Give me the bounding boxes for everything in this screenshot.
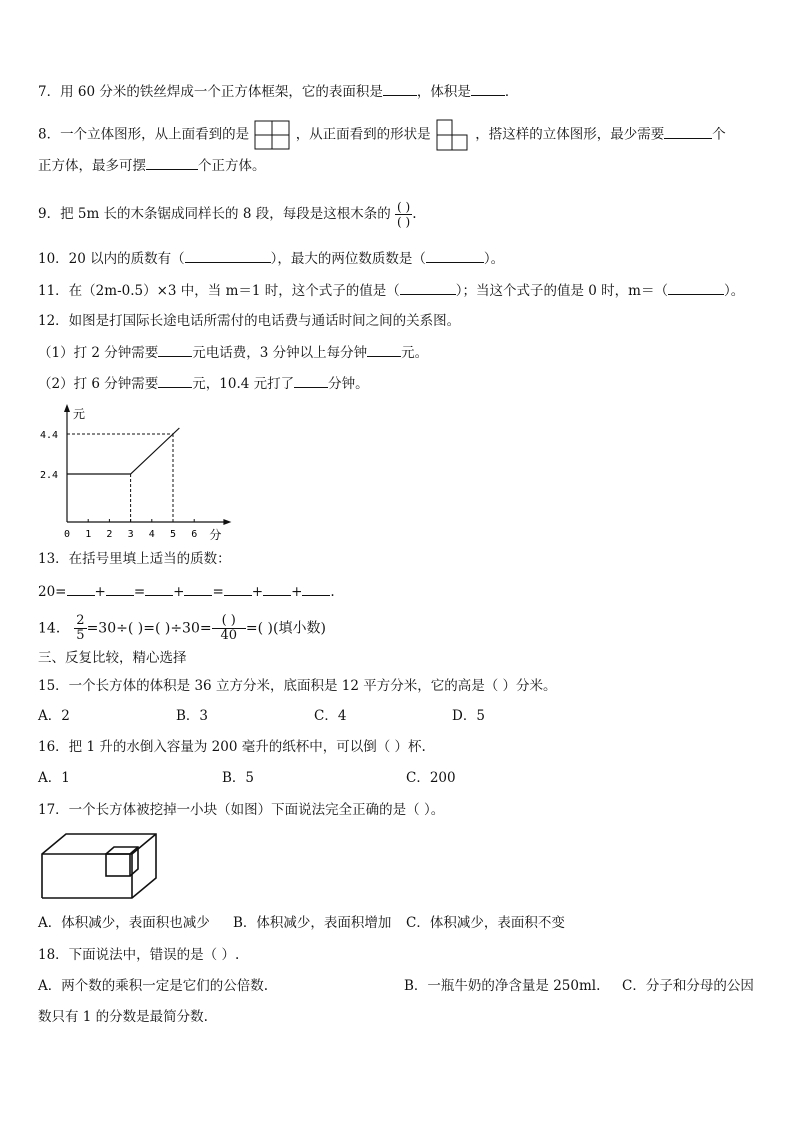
- option-a[interactable]: A．1: [38, 770, 70, 786]
- question-12-part-1: （1）打 2 分钟需要 元电话费，3 分钟以上每分钟 元。: [38, 345, 429, 361]
- option-a[interactable]: A．两个数的乘积一定是它们的公倍数.: [38, 978, 269, 994]
- option-c[interactable]: C．200: [406, 770, 456, 786]
- series-line: [67, 428, 179, 474]
- blank[interactable]: [158, 374, 192, 388]
- question-8-cont: 正方体，最多可摆 个正方体。: [38, 158, 266, 174]
- blank[interactable]: [426, 249, 484, 263]
- question-14: 14． $\frac{2}{5}$ =30÷( )=( )÷30= ( ) 40 =( )(填小数): [38, 613, 326, 643]
- option-c-cont: 数只有 1 的分数是最简分数.: [38, 1009, 208, 1025]
- blank[interactable]: [263, 582, 291, 596]
- blank[interactable]: [224, 582, 252, 596]
- question-10: 10．20 以内的质数有（ ），最大的两位数质数是（ ）。: [38, 251, 505, 267]
- question-15: 15．一个长方体的体积是 36 立方分米，底面积是 12 平方分米，它的高是（ ）分米。: [38, 678, 557, 694]
- y-tick-label: 2.4: [40, 470, 59, 481]
- question-13-equation: 20= + = + = + + .: [38, 584, 335, 600]
- y-tick-label: 4.4: [40, 430, 59, 441]
- y-axis-arrow: [64, 404, 70, 412]
- option-d[interactable]: D．5: [452, 708, 485, 724]
- blank[interactable]: [471, 82, 505, 96]
- question-16: 16．把 1 升的水倒入容量为 200 毫升的纸杯中，可以倒（ ）杯.: [38, 739, 426, 755]
- option-b[interactable]: B．体积减少，表面积增加: [233, 915, 392, 931]
- blank[interactable]: [145, 582, 173, 596]
- blank[interactable]: [302, 582, 330, 596]
- question-12: 12．如图是打国际长途电话所需付的电话费与通话时间之间的关系图。: [38, 313, 461, 329]
- x-tick-label: 1: [85, 529, 92, 540]
- option-b[interactable]: B．5: [222, 770, 255, 786]
- x-tick-label: 5: [170, 529, 177, 540]
- blank[interactable]: [668, 281, 724, 295]
- blank[interactable]: [400, 281, 456, 295]
- option-b[interactable]: B．一瓶牛奶的净含量是 250ml.: [404, 978, 601, 994]
- blank[interactable]: [67, 582, 95, 596]
- blank[interactable]: [184, 582, 212, 596]
- blank[interactable]: [664, 125, 712, 139]
- top-view-figure: [253, 119, 291, 151]
- cuboid-figure: [40, 830, 160, 902]
- x-tick-label: 0: [64, 529, 71, 540]
- phone-cost-chart: [30, 400, 240, 545]
- blank[interactable]: [106, 582, 134, 596]
- x-tick-label: 3: [127, 529, 134, 540]
- fraction: ( ) 40: [212, 614, 246, 643]
- blank[interactable]: [158, 343, 192, 357]
- option-a[interactable]: A．体积减少，表面积也减少: [38, 915, 210, 931]
- option-c[interactable]: C．体积减少，表面积不变: [406, 915, 565, 931]
- fraction: ( ) ( ): [397, 200, 411, 229]
- question-7: 7．用 60 分米的铁丝焊成一个正方体框架，它的表面积是 ，体积是 ．: [38, 84, 519, 100]
- x-tick-label: 6: [191, 529, 198, 540]
- option-b[interactable]: B．3: [176, 708, 209, 724]
- x-axis-arrow: [223, 519, 231, 525]
- fraction: $\frac{2}{5}$: [76, 613, 85, 643]
- question-11: 11．在（2m-0.5）×3 中，当 m＝1 时，这个式子的值是（ ）；当这个式子的值是 0 时，m＝（ ）。: [38, 283, 745, 299]
- x-tick-label: 4: [148, 529, 155, 540]
- question-8: 8．一个立体图形，从上面看到的是 ，从正面看到的形状是 ，搭这样的立体图形，最少需要 个: [38, 118, 726, 152]
- x-tick-label: 2: [106, 529, 113, 540]
- blank[interactable]: [367, 343, 401, 357]
- option-c[interactable]: C．4: [314, 708, 347, 724]
- question-18: 18．下面说法中，错误的是（ ）.: [38, 947, 240, 963]
- question-9: 9．把 5m 长的木条锯成同样长的 8 段，每段是这根木条的 ( ) ( ) .: [38, 200, 417, 229]
- x-axis-label: 分: [209, 528, 222, 542]
- y-axis-label: 元: [73, 407, 86, 421]
- front-view-figure: [435, 118, 471, 152]
- blank[interactable]: [146, 156, 198, 170]
- blank[interactable]: [294, 374, 328, 388]
- option-a[interactable]: A．2: [38, 708, 70, 724]
- question-17: 17．一个长方体被挖掉一小块（如图）下面说法完全正确的是（ ）。: [38, 802, 445, 818]
- option-c[interactable]: C．分子和分母的公因: [622, 978, 754, 994]
- section-title: 三、反复比较，精心选择: [38, 650, 187, 666]
- question-13: 13．在括号里填上适当的质数：: [38, 551, 231, 567]
- question-12-part-2: （2）打 6 分钟需要 元，10.4 元打了 分钟。: [38, 376, 369, 392]
- blank[interactable]: [185, 249, 271, 263]
- blank[interactable]: [383, 82, 417, 96]
